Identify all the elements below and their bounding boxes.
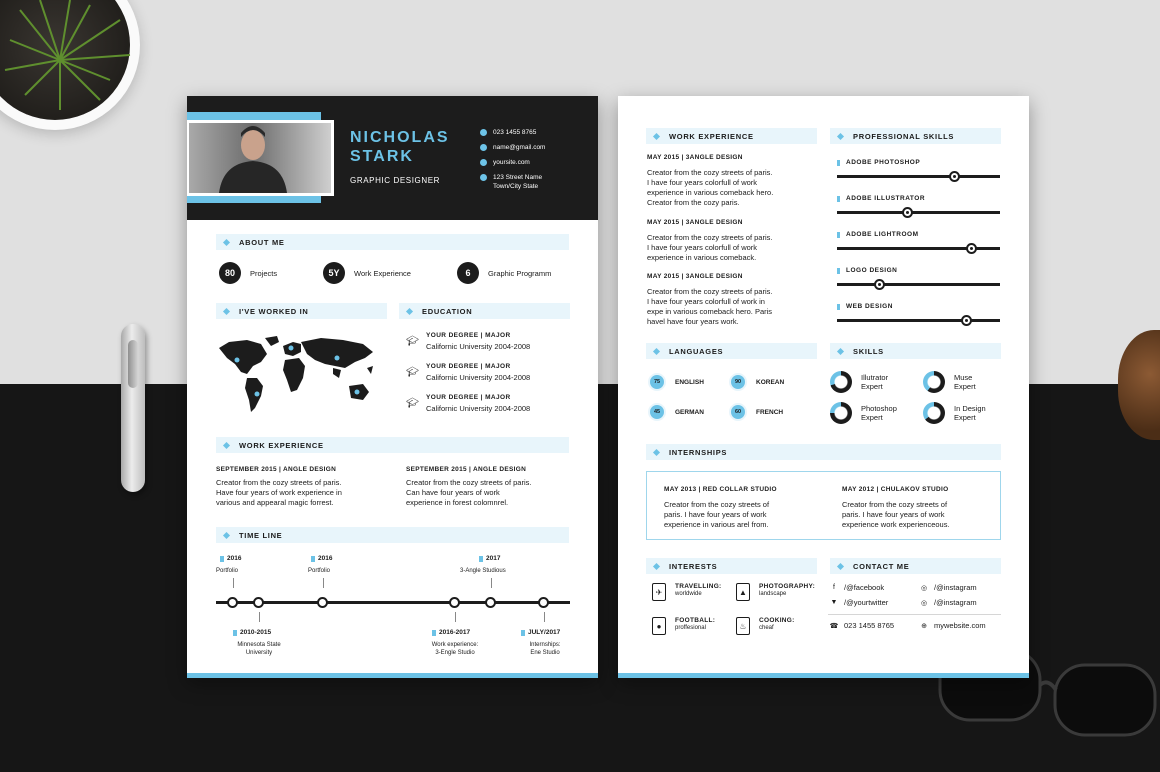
first-name: NICHOLAS bbox=[350, 129, 450, 146]
year: 2016-2017 bbox=[439, 629, 471, 636]
skill-track bbox=[837, 319, 1000, 322]
job-description bbox=[647, 168, 773, 208]
stat-value: 6 bbox=[457, 262, 479, 284]
globe-icon: ⊕ bbox=[921, 622, 927, 630]
desc-line: Can have four years of work bbox=[406, 488, 500, 497]
desc-line: Creator from the cozy paris. bbox=[647, 198, 740, 207]
interests-heading bbox=[646, 558, 817, 574]
language-name: GERMAN bbox=[675, 408, 704, 416]
facebook-link[interactable] bbox=[828, 583, 884, 592]
section-title: INTERESTS bbox=[669, 561, 718, 571]
interest-title: COOKING: bbox=[759, 617, 795, 624]
skill-track bbox=[837, 283, 1000, 286]
education-item bbox=[406, 363, 530, 382]
skill-level-knob bbox=[966, 243, 977, 254]
flag-icon bbox=[311, 556, 315, 562]
flag-icon bbox=[837, 304, 840, 310]
bottom-stripe bbox=[618, 673, 1029, 678]
language-item bbox=[729, 373, 784, 391]
diamond-icon bbox=[653, 132, 660, 139]
about-heading bbox=[216, 234, 569, 250]
skills-heading bbox=[830, 343, 1001, 359]
timeline-label: 3-Angle Studious bbox=[460, 568, 506, 574]
desc-line: Creator from the cozy streets of paris. bbox=[216, 478, 342, 487]
interest-sub: worldwide bbox=[675, 591, 702, 597]
soft-skill bbox=[923, 402, 986, 424]
email-icon bbox=[480, 144, 487, 151]
contact-address-lines bbox=[493, 173, 542, 191]
timeline-tick bbox=[323, 578, 324, 588]
contact-text: 023 1455 8765 bbox=[844, 621, 895, 630]
timeline-bottom-year bbox=[432, 629, 470, 636]
desc-line: expe in various comeback hero. Paris bbox=[647, 307, 773, 316]
year: 2016 bbox=[318, 555, 333, 562]
desc-line: experience work experienceous. bbox=[842, 520, 950, 529]
label-line: Minnesota State bbox=[237, 642, 281, 648]
camera-icon: ▲ bbox=[736, 583, 750, 601]
timeline-label bbox=[225, 641, 293, 657]
diamond-icon bbox=[653, 448, 660, 455]
timeline-bottom-year bbox=[521, 629, 560, 636]
language-item bbox=[648, 373, 704, 391]
section-title: EDUCATION bbox=[422, 306, 473, 316]
grass-icon bbox=[0, 0, 150, 130]
timeline-tick bbox=[455, 612, 456, 622]
job-description bbox=[647, 287, 772, 327]
section-title: CONTACT ME bbox=[853, 561, 910, 571]
section-title: TIME LINE bbox=[239, 530, 283, 540]
timeline-node bbox=[227, 597, 238, 608]
facebook-icon: f bbox=[833, 584, 835, 591]
degree: YOUR DEGREE | MAJOR bbox=[426, 394, 511, 401]
instagram-icon: ◎ bbox=[920, 599, 928, 607]
label-line: Expert bbox=[861, 382, 883, 391]
instagram-icon: ◎ bbox=[920, 584, 928, 592]
twitter-icon: ▼ bbox=[830, 599, 838, 606]
soft-skill-label bbox=[954, 404, 986, 422]
year: JULY/2017 bbox=[528, 629, 561, 636]
section-title: PROFESSIONAL SKILLS bbox=[853, 131, 955, 141]
desc-line: Creator from the cozy streets of paris. bbox=[647, 233, 773, 242]
section-title: I'VE WORKED IN bbox=[239, 306, 309, 316]
desc-line: Creator from the cozy streets of bbox=[842, 500, 948, 509]
soft-skill bbox=[830, 371, 888, 393]
language-name: FRENCH bbox=[756, 408, 784, 416]
contact-heading bbox=[830, 558, 1001, 574]
timeline-node bbox=[449, 597, 460, 608]
desc-line: I have four years colorfull of work in bbox=[647, 297, 765, 306]
job-description bbox=[406, 478, 531, 508]
resume-page-2 bbox=[618, 96, 1029, 678]
soft-skill-label bbox=[861, 373, 888, 391]
job-description bbox=[216, 478, 342, 508]
stat-value: 5Y bbox=[323, 262, 345, 284]
stat-value: 80 bbox=[219, 262, 241, 284]
last-name: STARK bbox=[350, 148, 414, 165]
job-title: SEPTEMBER 2015 | ANGLE DESIGN bbox=[216, 466, 337, 473]
skill-name bbox=[837, 303, 893, 310]
desc-line: paris. I have four years of work bbox=[842, 510, 945, 519]
twitter-link[interactable] bbox=[828, 598, 888, 607]
timeline-label bbox=[421, 641, 489, 657]
job-description bbox=[647, 233, 772, 263]
flag-icon bbox=[837, 196, 840, 202]
diamond-icon bbox=[223, 531, 230, 538]
timeline-tick bbox=[233, 578, 234, 588]
world-map-icon bbox=[217, 334, 379, 414]
work-experience-heading bbox=[646, 128, 817, 144]
diamond-icon bbox=[223, 307, 230, 314]
skill-name bbox=[837, 195, 925, 202]
timeline-top-year bbox=[479, 555, 500, 562]
job-title: GRAPHIC DESIGNER bbox=[350, 176, 441, 185]
flag-icon bbox=[233, 630, 237, 636]
year: 2016 bbox=[227, 555, 242, 562]
timeline-tick bbox=[544, 612, 545, 622]
desc-line: Have four years of work experience in bbox=[216, 488, 342, 497]
soft-skill-label bbox=[861, 404, 897, 422]
label-line: Expert bbox=[861, 413, 883, 422]
phone-contact bbox=[828, 621, 894, 630]
flag-icon bbox=[837, 232, 840, 238]
contact-text: /@facebook bbox=[844, 583, 885, 592]
desc-line: Creator from the cozy streets of paris. bbox=[647, 287, 773, 296]
skill-track bbox=[837, 211, 1000, 214]
education-item bbox=[406, 332, 530, 351]
stat-programs bbox=[457, 262, 551, 284]
contact-text: /@yourtwitter bbox=[844, 598, 889, 607]
interest-title: FOOTBALL: bbox=[675, 617, 716, 624]
section-title: SKILLS bbox=[853, 346, 884, 356]
skill-name bbox=[837, 159, 920, 166]
contact-text: name@gmail.com bbox=[493, 144, 546, 151]
interest-item bbox=[736, 617, 795, 635]
person-portrait-icon bbox=[189, 123, 331, 193]
diamond-icon bbox=[223, 441, 230, 448]
label-line: University bbox=[245, 650, 273, 656]
resume-header bbox=[187, 96, 598, 220]
contact-text: mywebsite.com bbox=[934, 621, 986, 630]
label-line: In Design bbox=[954, 404, 986, 413]
school: Californic University 2004-2008 bbox=[426, 404, 531, 413]
interest-sub: proffesional bbox=[675, 625, 706, 631]
education-heading bbox=[399, 303, 570, 319]
label-line: Internships: bbox=[529, 642, 561, 648]
timeline-node bbox=[317, 597, 328, 608]
web-icon bbox=[480, 159, 487, 166]
desc-line: various and appearal magic forrest. bbox=[216, 498, 334, 507]
interest-title: PHOTOGRAPHY: bbox=[759, 583, 816, 590]
graduation-cap-icon: 🎓︎ bbox=[406, 398, 419, 409]
desc-line: Creator from the cozy streets of paris. bbox=[647, 168, 773, 177]
skill-level-knob bbox=[949, 171, 960, 182]
desc-line: havel have four years work. bbox=[647, 317, 739, 326]
language-percent: 90 bbox=[729, 373, 747, 391]
phone-icon: ☎ bbox=[829, 622, 839, 630]
language-name: ENGLISH bbox=[675, 378, 704, 386]
timeline-node bbox=[485, 597, 496, 608]
year: 2017 bbox=[486, 555, 501, 562]
degree: YOUR DEGREE | MAJOR bbox=[426, 332, 511, 339]
skill-ring-chart bbox=[923, 371, 945, 393]
timeline-node bbox=[538, 597, 549, 608]
school: Californic University 2004-2008 bbox=[426, 342, 531, 351]
website-link[interactable] bbox=[918, 621, 986, 630]
language-percent: 45 bbox=[648, 403, 666, 421]
job-title: SEPTEMBER 2015 | ANGLE DESIGN bbox=[406, 466, 527, 473]
job-title: MAY 2015 | 3ANGLE DESIGN bbox=[647, 219, 743, 226]
diamond-icon bbox=[837, 347, 844, 354]
language-name: KOREAN bbox=[756, 378, 785, 386]
internship-description bbox=[664, 500, 769, 530]
soft-skill-label bbox=[954, 373, 976, 391]
instagram-link[interactable] bbox=[918, 598, 977, 607]
diamond-icon bbox=[653, 562, 660, 569]
contact-divider bbox=[828, 614, 1001, 615]
job-title: MAY 2015 | 3ANGLE DESIGN bbox=[647, 154, 743, 161]
timeline-top-year bbox=[220, 555, 241, 562]
language-item bbox=[648, 403, 704, 421]
skill-level-knob bbox=[961, 315, 972, 326]
soft-skill bbox=[830, 402, 897, 424]
worked-in-heading bbox=[216, 303, 387, 319]
contact-address bbox=[480, 173, 545, 191]
job-title: MAY 2015 | 3ANGLE DESIGN bbox=[647, 273, 743, 280]
skill-label: ADOBE PHOTOSHOP bbox=[846, 159, 921, 166]
profile-photo bbox=[189, 123, 331, 193]
skill-label: ADOBE ILLUSTRATOR bbox=[846, 195, 926, 202]
flag-icon bbox=[220, 556, 224, 562]
graduation-cap-icon: 🎓︎ bbox=[406, 336, 419, 347]
resume-page-1 bbox=[187, 96, 598, 678]
header-contacts bbox=[480, 128, 545, 197]
desc-line: experience in various arel from. bbox=[664, 520, 769, 529]
interest-sub: cheaf bbox=[759, 625, 774, 631]
skill-track bbox=[837, 175, 1000, 178]
timeline-label bbox=[517, 641, 573, 657]
school: Californic University 2004-2008 bbox=[426, 373, 531, 382]
soft-skill bbox=[923, 371, 976, 393]
timeline-tick bbox=[259, 612, 260, 622]
flag-icon bbox=[837, 160, 840, 166]
label-line: Work experience: bbox=[431, 642, 479, 648]
timeline-label: Portfolio bbox=[216, 568, 239, 574]
internship-title: MAY 2012 | CHULAKOV STUDIO bbox=[842, 486, 949, 493]
interest-item bbox=[736, 583, 815, 601]
stat-label: Projects bbox=[250, 268, 278, 278]
flag-icon bbox=[479, 556, 483, 562]
section-title: LANGUAGES bbox=[669, 346, 724, 356]
timeline-line bbox=[216, 601, 570, 604]
address-line-2: Town/City State bbox=[493, 183, 539, 190]
diamond-icon bbox=[406, 307, 413, 314]
skill-name bbox=[837, 231, 919, 238]
year: 2010-2015 bbox=[240, 629, 272, 636]
desc-line: experience in various comeback. bbox=[647, 253, 757, 262]
skill-name bbox=[837, 267, 897, 274]
contact-phone bbox=[480, 128, 545, 137]
work-experience-heading bbox=[216, 437, 569, 453]
desc-line: I have four years colorfull of work bbox=[647, 243, 758, 252]
label-line: Muse bbox=[954, 373, 973, 382]
contact-email[interactable] bbox=[480, 143, 545, 152]
desc-line: experience in various comeback hero. bbox=[647, 188, 774, 197]
label-line: Expert bbox=[954, 413, 976, 422]
contact-text: 023 1455 8765 bbox=[493, 129, 537, 136]
desc-line: Creator from the cozy streets of bbox=[664, 500, 770, 509]
contact-text: yoursite.com bbox=[493, 159, 530, 166]
skill-label: ADOBE LIGHTROOM bbox=[846, 231, 919, 238]
timeline-top-year bbox=[311, 555, 332, 562]
stat-experience bbox=[323, 262, 411, 284]
language-percent: 75 bbox=[648, 373, 666, 391]
timeline-label: Portfolio bbox=[308, 568, 331, 574]
bottom-stripe bbox=[187, 673, 598, 678]
stat-projects bbox=[219, 262, 277, 284]
skill-label: WEB DESIGN bbox=[846, 303, 893, 310]
football-icon: ● bbox=[652, 617, 666, 635]
address-line-1: 123 Street Name bbox=[493, 174, 543, 181]
diamond-icon bbox=[653, 347, 660, 354]
skill-ring-chart bbox=[830, 402, 852, 424]
label-line: Illutrator bbox=[861, 373, 889, 382]
degree: YOUR DEGREE | MAJOR bbox=[426, 363, 511, 370]
diamond-icon bbox=[837, 562, 844, 569]
label-line: Expert bbox=[954, 382, 976, 391]
languages-heading bbox=[646, 343, 817, 359]
label-line: Ene Studio bbox=[530, 650, 560, 656]
skill-level-knob bbox=[902, 207, 913, 218]
section-title: ABOUT ME bbox=[239, 237, 285, 247]
stat-label: Work Experience bbox=[354, 268, 411, 278]
diamond-icon bbox=[837, 132, 844, 139]
pen-clip bbox=[128, 340, 138, 388]
diamond-icon bbox=[223, 238, 230, 245]
skill-ring-chart bbox=[923, 402, 945, 424]
contact-text: /@instagram bbox=[934, 583, 977, 592]
language-item bbox=[729, 403, 783, 421]
full-name bbox=[350, 128, 450, 166]
label-line: Photoshop bbox=[861, 404, 897, 413]
interest-sub: landscape bbox=[759, 591, 787, 597]
desc-line: I have four years colorfull of work bbox=[647, 178, 758, 187]
phone-icon bbox=[480, 129, 487, 136]
interest-item bbox=[652, 583, 722, 601]
internship-title: MAY 2013 | RED COLLAR STUDIO bbox=[664, 486, 777, 493]
flag-icon bbox=[521, 630, 525, 636]
language-percent: 60 bbox=[729, 403, 747, 421]
internships-heading bbox=[646, 444, 1001, 460]
skill-ring-chart bbox=[830, 371, 852, 393]
contact-website[interactable] bbox=[480, 158, 545, 167]
interest-item bbox=[652, 617, 715, 635]
contact-text: /@instagram bbox=[934, 598, 977, 607]
travel-icon: ✈ bbox=[652, 583, 666, 601]
professional-skills-heading bbox=[830, 128, 1001, 144]
location-icon bbox=[480, 174, 487, 181]
desc-line: Creator from the cozy streets of paris. bbox=[406, 478, 532, 487]
stat-label: Graphic Programm bbox=[488, 268, 552, 278]
section-title: WORK EXPERIENCE bbox=[239, 440, 324, 450]
skill-label: LOGO DESIGN bbox=[846, 267, 898, 274]
desc-line: paris. I have four years of work bbox=[664, 510, 767, 519]
internship-description bbox=[842, 500, 950, 530]
section-title: WORK EXPERIENCE bbox=[669, 131, 754, 141]
interest-title: TRAVELLING: bbox=[675, 583, 722, 590]
timeline-node bbox=[253, 597, 264, 608]
section-title: INTERNSHIPS bbox=[669, 447, 728, 457]
flag-icon bbox=[837, 268, 840, 274]
graduation-cap-icon: 🎓︎ bbox=[406, 367, 419, 378]
chef-icon: ♨ bbox=[736, 617, 750, 635]
desc-line: experience in forest colomnrel. bbox=[406, 498, 509, 507]
timeline-bottom-year bbox=[233, 629, 271, 636]
timeline-heading bbox=[216, 527, 569, 543]
instagram-link[interactable] bbox=[918, 583, 977, 592]
label-line: 3-Engle Studio bbox=[435, 650, 475, 656]
skill-level-knob bbox=[874, 279, 885, 290]
timeline-tick bbox=[491, 578, 492, 588]
education-item bbox=[406, 394, 530, 413]
flag-icon bbox=[432, 630, 436, 636]
